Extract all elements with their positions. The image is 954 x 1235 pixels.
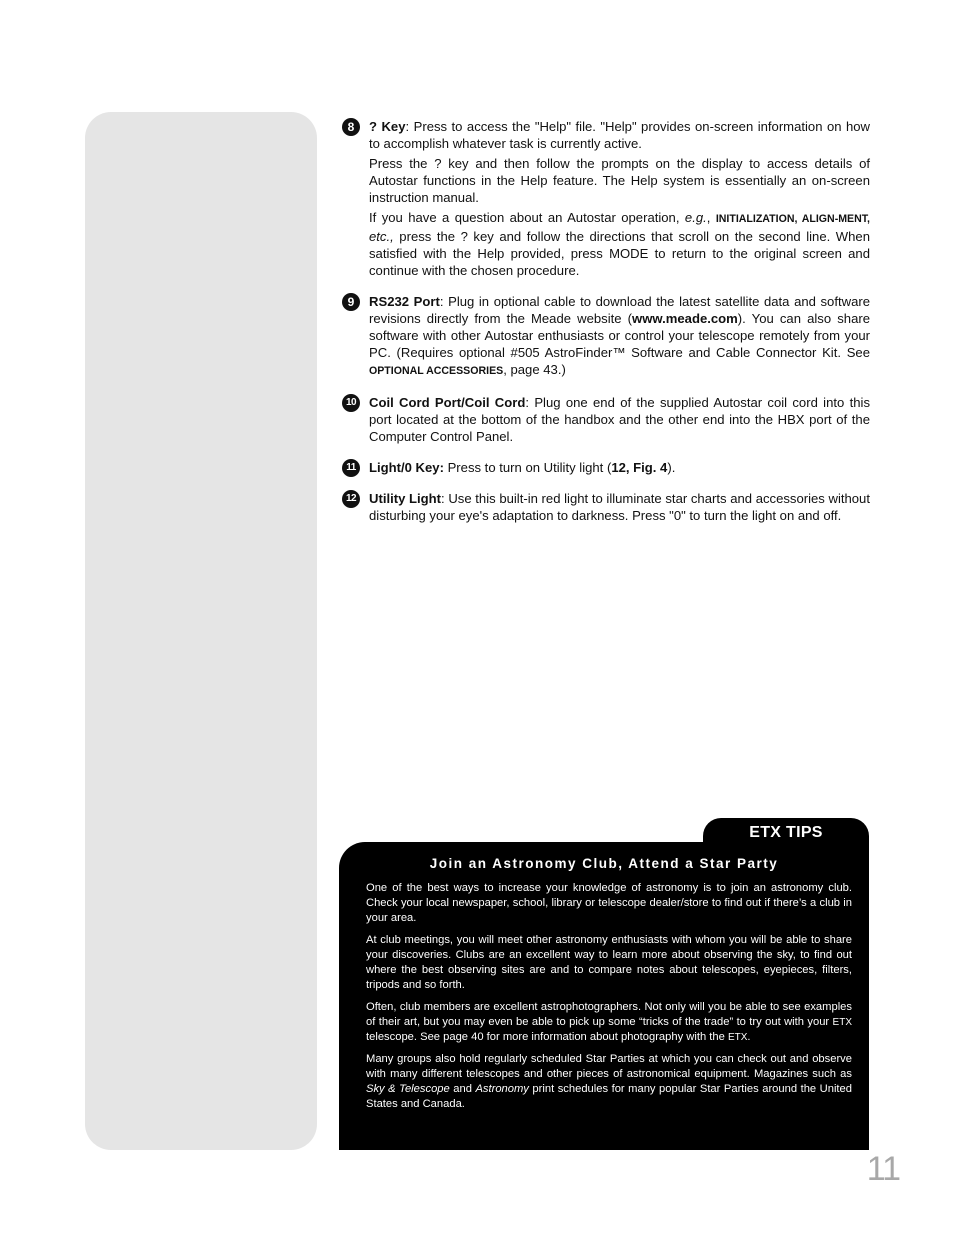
tips-paragraph: One of the best ways to increase your knowledge of astronomy is to join an astronomy club. Check your local newspaper, school, library or telescope dealer/store to find out if there’s a club in your area. bbox=[366, 882, 852, 924]
tips-body bbox=[339, 881, 869, 1112]
etx-tips-tab: ETX TIPS bbox=[703, 818, 869, 854]
paragraph: Coil Cord Port/Coil Cord: Plug one end of the supplied Autostar coil cord into this port located at the bottom of the handbox and the other end into the HBX port of the Computer Control Panel. bbox=[369, 395, 870, 444]
tips-title: Join an Astronomy Club, Attend a Star Party bbox=[429, 856, 779, 871]
sidebar-panel bbox=[85, 112, 317, 1150]
item-help-key bbox=[340, 118, 870, 279]
paragraph: Light/0 Key: Press to turn on Utility light (12, Fig. 4). bbox=[369, 460, 676, 475]
item-light-key bbox=[340, 459, 870, 476]
paragraph: RS232 Port: Plug in optional cable to download the latest satellite data and software revisions directly from the Meade website (www.meade.com). You can also share software with other Autostar enthusiasts or control your telescope remotely from your PC. (Requires optional #505 AstroFinder™ Software and Cable Connector Kit. See OPTIONAL ACCESSORIES, page 43.) bbox=[369, 294, 871, 377]
number-badge: 10 bbox=[342, 394, 360, 412]
website-link: www.meade.com bbox=[632, 311, 738, 326]
number-badge: 12 bbox=[342, 490, 360, 508]
tips-paragraph: Many groups also hold regularly scheduled Star Parties at which you can check out and observe with many different telescopes and other pieces of astronomical equipment. Magazines such as Sky & Telescope and Astronomy print schedules for many popular Star Parties around the United States and Canada. bbox=[366, 1053, 852, 1110]
term: Utility Light bbox=[369, 491, 442, 506]
item-rs232-port bbox=[340, 293, 870, 380]
etx-tips-box bbox=[339, 818, 869, 1150]
page-number: 11 bbox=[866, 1150, 900, 1188]
number-badge: 11 bbox=[342, 459, 360, 477]
tips-paragraph: At club meetings, you will meet other astronomy enthusiasts with whom you will be able to share your discoveries. Clubs are an excellent way to learn more about observing the sky, to find out where the best observing sites are and to compare notes about telescopes, eyepieces, filters, tripods and so forth. bbox=[366, 934, 852, 991]
tips-panel bbox=[339, 842, 869, 1150]
number-badge: 8 bbox=[342, 118, 360, 136]
term: ? Key bbox=[369, 119, 406, 134]
paragraph: If you have a question about an Autostar operation, e.g., INITIALIZATION, ALIGN-MENT, etc., press the ? key and follow the directions that scroll on the second line. When satisfied with the Help provided, press MODE to return to the original screen and continue with the chosen procedure. bbox=[369, 210, 871, 278]
paragraph: Utility Light: Use this built-in red light to illuminate star charts and accessories without disturbing your eye's adaptation to darkness. Press "0" to turn the light on and off. bbox=[369, 491, 870, 523]
term: Coil Cord Port/Coil Cord bbox=[369, 395, 526, 410]
paragraph: Press the ? key and then follow the prompts on the display to access details of Autostar functions in the Help feature. The Help system is essentially an on-screen instruction manual. bbox=[369, 156, 870, 205]
item-coil-cord bbox=[340, 394, 870, 445]
item-utility-light bbox=[340, 490, 870, 524]
number-badge: 9 bbox=[342, 293, 360, 311]
term: Light/0 Key: bbox=[369, 460, 444, 475]
term: RS232 Port bbox=[369, 294, 440, 309]
tips-paragraph: Often, club members are excellent astrophotographers. Not only will you be able to see examples of their art, but you may even be able to pick up some “tricks of the trade” to try out with your ETX telescope. See page 40 for more information about photography with the ETX. bbox=[366, 1001, 852, 1043]
paragraph: ? Key: Press to access the "Help" file. "Help" provides on-screen information on how to accomplish whatever task is currently active. bbox=[369, 119, 871, 151]
key-descriptions bbox=[340, 118, 870, 538]
